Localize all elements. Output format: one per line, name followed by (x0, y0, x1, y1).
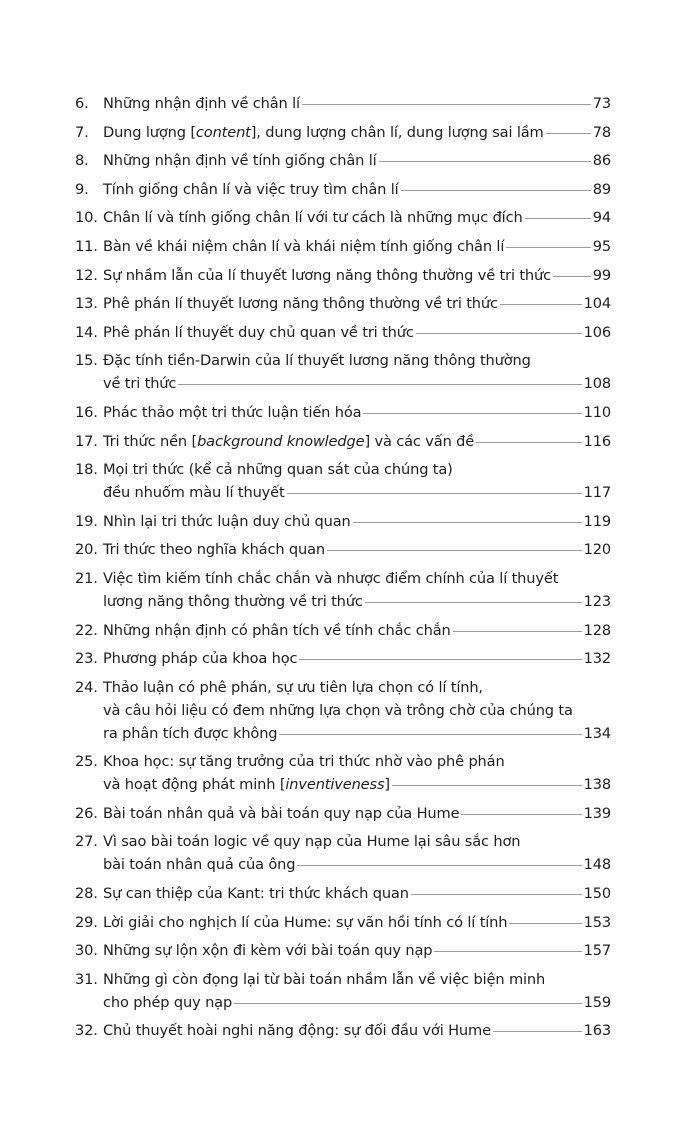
entry-title: Bàn về khái niệm chân lí và khái niệm tính giống chân lí (103, 237, 505, 255)
entry-title: Sự can thiệp của Kant: tri thức khách quan (103, 885, 409, 903)
entry-title-line: Mọi tri thức (kể cả những quan sát của chúng ta) (103, 461, 453, 479)
entry-number: 6. (75, 95, 89, 112)
entry-last-line (103, 802, 611, 825)
entry-title: bài toán nhân quả của ông (103, 856, 296, 874)
entry-body (103, 206, 611, 229)
entry-number: 10. (75, 209, 98, 227)
entry-body (103, 882, 611, 905)
toc-entry (75, 619, 611, 642)
page-number: 106 (583, 323, 611, 341)
entry-last-line (103, 939, 611, 962)
entry-title: và hoạt động phát minh [inventiveness] (103, 776, 390, 794)
entry-title: Những nhận định về chân lí (103, 95, 300, 112)
entry-number: 24. (75, 678, 98, 696)
entry-title: Dung lượng [content], dung lượng chân lí, dung lượng sai lầm (103, 123, 544, 141)
page-number: 120 (583, 541, 611, 559)
leader-line (453, 631, 582, 632)
page-number: 134 (583, 724, 611, 742)
page-number: 78 (592, 123, 611, 141)
entry-body (103, 92, 611, 115)
toc-entry (75, 92, 611, 115)
page-number: 159 (583, 993, 611, 1011)
leader-line (411, 894, 582, 895)
page-number: 139 (583, 804, 611, 822)
entry-number: 32. (75, 1022, 98, 1040)
leader-line (434, 951, 581, 952)
entry-number: 14. (75, 323, 98, 341)
entry-last-line (103, 510, 611, 533)
toc-entry (75, 538, 611, 561)
entry-title: Chân lí và tính giống chân lí với tư cách là những mục đích (103, 209, 523, 227)
leader-line (363, 413, 581, 414)
entry-body (103, 939, 611, 962)
entry-last-line (103, 481, 611, 504)
entry-last-line (103, 401, 611, 424)
entry-body (103, 264, 611, 287)
entry-title: đều nhuốm màu lí thuyết (103, 484, 285, 502)
entry-number: 12. (75, 266, 98, 284)
page-number: 116 (583, 432, 611, 450)
entry-last-line (103, 853, 611, 876)
italic-term: background knowledge (197, 432, 365, 450)
toc-entry (75, 802, 611, 825)
entry-title-line: Khoa học: sự tăng trưởng của tri thức nhờ vào phê phán (103, 753, 505, 771)
leader-line (401, 190, 591, 191)
entry-last-line (103, 178, 611, 201)
page-number: 153 (583, 913, 611, 931)
entry-number: 31. (75, 970, 98, 988)
entry-title: Những nhận định có phân tích về tính chắc chắn (103, 621, 451, 639)
entry-title-line: Đặc tính tiền-Darwin của lí thuyết lương năng thông thường (103, 352, 531, 370)
entry-last-line (103, 372, 611, 395)
entry-last-line (103, 619, 611, 642)
entry-body (103, 510, 611, 533)
page-number: 89 (592, 180, 611, 198)
leader-line (392, 785, 582, 786)
toc-entry (75, 1019, 611, 1042)
entry-body (103, 619, 611, 642)
entry-number: 9. (75, 180, 89, 198)
entry-title: Chủ thuyết hoài nghi năng động: sự đối đầu với Hume (103, 1022, 491, 1040)
italic-term: inventiveness (285, 776, 385, 794)
entry-number: 25. (75, 753, 98, 771)
toc-entry (75, 567, 611, 613)
toc-entry (75, 458, 611, 504)
entry-last-line (103, 773, 611, 796)
entry-last-line (103, 590, 611, 613)
entry-last-line (103, 206, 611, 229)
entry-last-line (103, 121, 611, 144)
entry-body (103, 401, 611, 424)
entry-title: Lời giải cho nghịch lí của Hume: sự vãn hồi tính có lí tính (103, 913, 508, 931)
entry-title-line: Vì sao bài toán logic về quy nạp của Hume lại sâu sắc hơn (103, 833, 521, 851)
leader-line (553, 276, 591, 277)
entry-body (103, 321, 611, 344)
entry-last-line (103, 991, 611, 1014)
leader-line (379, 161, 591, 162)
entry-title: Sự nhầm lẫn của lí thuyết lương năng thông thường về tri thức (103, 266, 551, 284)
toc-entry (75, 178, 611, 201)
entry-title: Nhìn lại tri thức luận duy chủ quan (103, 512, 351, 530)
entry-title-line: Việc tìm kiếm tính chắc chắn và nhược điểm chính của lí thuyết (103, 569, 559, 587)
toc-entry (75, 676, 611, 745)
entry-body (103, 349, 611, 395)
entry-number: 17. (75, 432, 98, 450)
entry-number: 20. (75, 541, 98, 559)
toc-entry (75, 292, 611, 315)
toc-entry (75, 321, 611, 344)
entry-last-line (103, 1019, 611, 1042)
entry-last-line (103, 235, 611, 258)
toc-entry (75, 401, 611, 424)
page-number: 132 (583, 650, 611, 668)
entry-title: về tri thức (103, 375, 177, 393)
page-number: 150 (583, 885, 611, 903)
toc-entry (75, 264, 611, 287)
entry-body (103, 911, 611, 934)
leader-line (297, 865, 581, 866)
entry-number: 15. (75, 352, 98, 370)
leader-line (476, 442, 582, 443)
toc-entry (75, 882, 611, 905)
entry-number: 27. (75, 833, 98, 851)
entry-title: ra phân tích được không (103, 724, 278, 742)
entry-body (103, 292, 611, 315)
leader-line (493, 1031, 582, 1032)
toc-entry (75, 750, 611, 796)
page-number: 104 (583, 295, 611, 313)
entry-last-line (103, 722, 611, 745)
entry-body (103, 567, 611, 613)
entry-title: Tính giống chân lí và việc truy tìm chân lí (103, 180, 399, 198)
page-number: 95 (592, 237, 611, 255)
entry-number: 21. (75, 569, 98, 587)
leader-line (509, 923, 581, 924)
leader-line (287, 493, 582, 494)
toc-entry (75, 121, 611, 144)
entry-last-line (103, 292, 611, 315)
page-number: 123 (583, 592, 611, 610)
entry-title: Tri thức theo nghĩa khách quan (103, 541, 326, 559)
entry-number: 29. (75, 913, 98, 931)
page-number: 99 (592, 266, 611, 284)
entry-body (103, 458, 611, 504)
page-number: 108 (583, 375, 611, 393)
toc-entry (75, 647, 611, 670)
toc-entry (75, 939, 611, 962)
entry-number: 13. (75, 295, 98, 313)
entry-title: Những sự lộn xộn đi kèm với bài toán quy nạp (103, 942, 433, 960)
page-number: 110 (583, 403, 611, 421)
entry-number: 30. (75, 942, 98, 960)
leader-line (353, 522, 582, 523)
page-number: 163 (583, 1022, 611, 1040)
entry-title-line: Thảo luận có phê phán, sự ưu tiên lựa chọn có lí tính, (103, 678, 483, 696)
toc-entry (75, 206, 611, 229)
entry-title: Phương pháp của khoa học (103, 650, 298, 668)
leader-line (525, 218, 591, 219)
entry-number: 28. (75, 885, 98, 903)
entry-last-line (103, 92, 611, 115)
entry-body (103, 430, 611, 453)
entry-last-line (103, 264, 611, 287)
entry-number: 22. (75, 621, 98, 639)
entry-number: 18. (75, 461, 98, 479)
leader-line (234, 1003, 582, 1004)
italic-term: content (195, 123, 251, 141)
toc-entry (75, 830, 611, 876)
toc-entry (75, 349, 611, 395)
page-number: 86 (592, 152, 611, 170)
entry-number: 23. (75, 650, 98, 668)
toc-entry (75, 149, 611, 172)
toc-entry (75, 235, 611, 258)
page-number: 94 (592, 209, 611, 227)
leader-line (506, 247, 590, 248)
page-number: 73 (592, 95, 611, 112)
entry-last-line (103, 321, 611, 344)
table-of-contents (75, 92, 611, 1048)
leader-line (279, 734, 581, 735)
entry-last-line (103, 538, 611, 561)
entry-body (103, 750, 611, 796)
entry-last-line (103, 911, 611, 934)
entry-body (103, 802, 611, 825)
entry-title: Những nhận định về tính giống chân lí (103, 152, 377, 170)
toc-entry (75, 430, 611, 453)
entry-number: 8. (75, 152, 89, 170)
entry-title: Phác thảo một tri thức luận tiến hóa (103, 403, 362, 421)
page-number: 117 (583, 484, 611, 502)
leader-line (416, 333, 582, 334)
entry-body (103, 121, 611, 144)
leader-line (500, 304, 582, 305)
entry-body (103, 647, 611, 670)
toc-entry (75, 911, 611, 934)
entry-number: 19. (75, 512, 98, 530)
entry-last-line (103, 882, 611, 905)
entry-body (103, 178, 611, 201)
entry-title: Tri thức nền [background knowledge] và các vấn đề (103, 432, 475, 450)
entry-body (103, 538, 611, 561)
entry-title: Bài toán nhân quả và bài toán quy nạp của Hume (103, 804, 460, 822)
toc-entry (75, 510, 611, 533)
page-number: 119 (583, 512, 611, 530)
leader-line (365, 602, 582, 603)
entry-body (103, 968, 611, 1014)
entry-number: 16. (75, 403, 98, 421)
entry-title: Phê phán lí thuyết lương năng thông thường về tri thức (103, 295, 498, 313)
entry-body (103, 235, 611, 258)
leader-line (461, 814, 581, 815)
entry-title-line: Những gì còn đọng lại từ bài toán nhầm lẫn về việc biện minh (103, 970, 546, 988)
leader-line (299, 659, 581, 660)
leader-line (327, 550, 582, 551)
entry-title: lương năng thông thường về tri thức (103, 592, 363, 610)
entry-body (103, 149, 611, 172)
entry-body (103, 830, 611, 876)
entry-number: 26. (75, 804, 98, 822)
entry-title: Phê phán lí thuyết duy chủ quan về tri thức (103, 323, 414, 341)
leader-line (178, 384, 581, 385)
entry-title-line: và câu hỏi liệu có đem những lựa chọn và trông chờ của chúng ta (103, 701, 573, 719)
entry-last-line (103, 647, 611, 670)
entry-body (103, 1019, 611, 1042)
entry-number: 7. (75, 123, 89, 141)
leader-line (546, 133, 591, 134)
page-number: 128 (583, 621, 611, 639)
entry-title: cho phép quy nạp (103, 993, 233, 1011)
toc-entry (75, 968, 611, 1014)
entry-body (103, 676, 611, 745)
page-number: 157 (583, 942, 611, 960)
entry-number: 11. (75, 237, 98, 255)
entry-last-line (103, 430, 611, 453)
page-number: 148 (583, 856, 611, 874)
leader-line (302, 104, 591, 105)
page-number: 138 (583, 776, 611, 794)
entry-last-line (103, 149, 611, 172)
